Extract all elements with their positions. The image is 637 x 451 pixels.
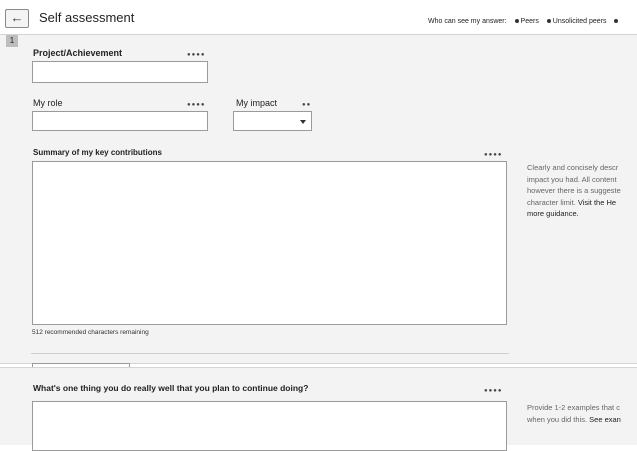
visibility-option-peers: Peers — [520, 18, 539, 25]
visibility-option-unsolicited-peers: Unsolicited peers — [552, 18, 607, 25]
hint-line: impact you had. All content — [527, 174, 617, 184]
project-card — [0, 34, 637, 364]
character-counter: 512 recommended characters remaining — [32, 329, 149, 336]
impact-select[interactable] — [233, 111, 312, 131]
back-arrow-icon[interactable]: ← — [5, 9, 29, 28]
help-link[interactable]: Visit the He — [577, 197, 617, 207]
importance-dots-icon: ●●●● — [187, 102, 206, 108]
bullet-icon — [614, 19, 618, 23]
impact-label: My impact — [236, 98, 278, 108]
top-bar — [0, 0, 637, 34]
project-label: Project/Achievement — [33, 48, 123, 58]
help-link-continued[interactable]: more guidance. — [527, 209, 579, 218]
strength-hint — [527, 402, 637, 425]
visibility-legend — [428, 18, 620, 25]
project-input[interactable] — [32, 61, 208, 83]
importance-dots-icon: ●●●● — [484, 152, 503, 158]
hint-line: when you did this. — [527, 414, 588, 424]
summary-label: Summary of my key contributions — [33, 148, 162, 157]
summary-textarea[interactable] — [32, 161, 507, 325]
divider — [31, 353, 509, 354]
importance-dots-icon: ●●●● — [187, 52, 206, 58]
role-input[interactable] — [32, 111, 208, 131]
hint-line: Provide 1-2 examples that c — [527, 403, 620, 412]
bullet-icon — [515, 19, 519, 23]
importance-dots-icon: ●● — [302, 102, 312, 108]
examples-link[interactable]: See exan — [589, 414, 621, 424]
bullet-icon — [547, 19, 551, 23]
role-label: My role — [33, 98, 63, 108]
hint-line: character limit. — [527, 197, 576, 207]
hint-line: Clearly and concisely descr — [527, 163, 619, 172]
visibility-label: Who can see my answer: — [428, 18, 507, 25]
summary-hint — [527, 162, 637, 220]
page-title: Self assessment — [39, 10, 135, 25]
section-number-badge: 1 — [6, 35, 18, 47]
chevron-down-icon — [300, 120, 306, 124]
importance-dots-icon: ●●●● — [484, 388, 503, 394]
hint-line: however there is a suggeste — [527, 186, 621, 195]
strength-question: What's one thing you do really well that you plan to continue doing? — [33, 383, 309, 393]
strength-card — [0, 367, 637, 445]
